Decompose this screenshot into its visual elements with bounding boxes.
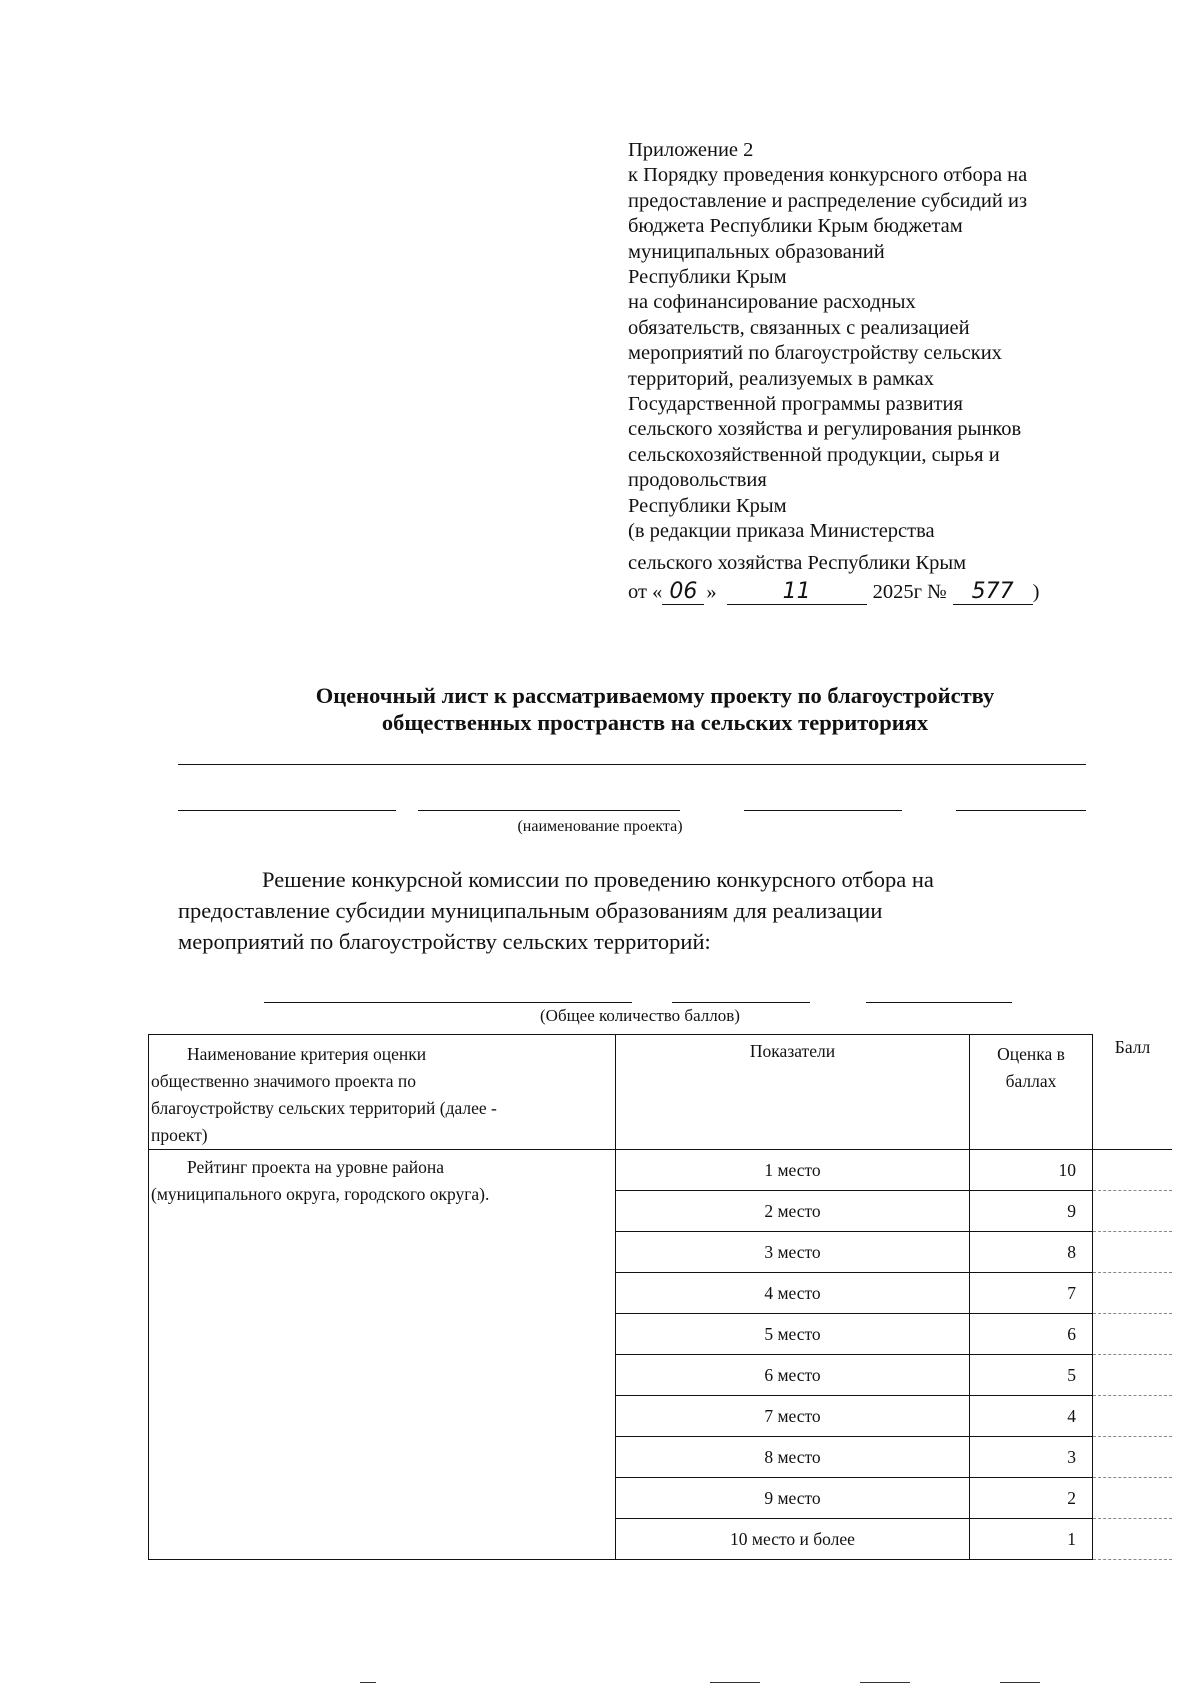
header-indicators: Показатели bbox=[616, 1035, 970, 1150]
annex-line: мероприятий по благоустройству сельских bbox=[628, 342, 1002, 365]
ball-cell bbox=[1093, 1314, 1173, 1355]
score-cell: 9 bbox=[970, 1191, 1093, 1232]
scan-artifact bbox=[360, 1682, 376, 1683]
decision-line-2: предоставление субсидии муниципальным образованиям для реализации bbox=[178, 898, 883, 923]
header-criterion-line: благоустройству сельских территорий (далее - bbox=[151, 1098, 497, 1118]
ball-cell bbox=[1093, 1519, 1173, 1560]
total-score-line bbox=[264, 1002, 632, 1003]
header-score bbox=[970, 1035, 1093, 1150]
criterion-line: Рейтинг проекта на уровне района bbox=[187, 1157, 444, 1177]
header-criterion-line: общественно значимого проекта по bbox=[151, 1071, 416, 1091]
criteria-table bbox=[148, 1034, 1172, 1560]
annex-line: продовольствия bbox=[628, 469, 767, 492]
score-cell: 2 bbox=[970, 1478, 1093, 1519]
ball-cell bbox=[1093, 1232, 1173, 1273]
criterion-name-cell bbox=[149, 1150, 616, 1560]
project-name-line bbox=[744, 810, 902, 811]
date-prefix: от « bbox=[628, 580, 663, 603]
ball-cell bbox=[1093, 1396, 1173, 1437]
score-cell: 1 bbox=[970, 1519, 1093, 1560]
annex-line: предоставление и распределение субсидий из bbox=[628, 189, 1028, 212]
header-criterion-line: Наименование критерия оценки bbox=[187, 1044, 427, 1064]
scan-artifact bbox=[1000, 1682, 1040, 1683]
project-name-line bbox=[178, 764, 1086, 765]
ball-cell bbox=[1093, 1150, 1173, 1191]
commission-decision bbox=[178, 864, 1078, 957]
total-score-line bbox=[866, 1002, 1012, 1003]
indicator-cell: 3 место bbox=[616, 1232, 970, 1273]
scan-artifact bbox=[710, 1682, 760, 1683]
order-date-line bbox=[628, 580, 1098, 605]
criterion-line: (муниципального округа, городского округа). bbox=[151, 1184, 490, 1204]
annex-line: Государственной программы развития bbox=[628, 393, 963, 416]
order-month: 11 bbox=[727, 580, 867, 605]
project-name-line bbox=[418, 810, 680, 811]
indicator-cell: 8 место bbox=[616, 1437, 970, 1478]
quote-close: » bbox=[706, 580, 717, 603]
ball-cell bbox=[1093, 1191, 1173, 1232]
score-cell: 7 bbox=[970, 1273, 1093, 1314]
decision-line-3: мероприятий по благоустройству сельских территорий: bbox=[178, 929, 711, 954]
indicator-cell: 5 место bbox=[616, 1314, 970, 1355]
indicator-cell: 7 место bbox=[616, 1396, 970, 1437]
ball-cell bbox=[1093, 1478, 1173, 1519]
total-score-line bbox=[672, 1002, 810, 1003]
header-criterion bbox=[149, 1035, 616, 1150]
table-header-row bbox=[149, 1035, 1173, 1150]
annex-line: к Порядку проведения конкурсного отбора на bbox=[628, 164, 1028, 187]
header-ball: Балл bbox=[1093, 1035, 1173, 1150]
order-year-number-label: 2025г № bbox=[872, 580, 947, 603]
title-line-1: Оценочный лист к рассматриваемому проекту по благоустройству bbox=[315, 683, 995, 708]
annex-line: бюджета Республики Крым бюджетам bbox=[628, 215, 963, 238]
project-name-caption: (наименование проекта) bbox=[517, 818, 683, 835]
annex-line: сельскохозяйственной продукции, сырья и bbox=[628, 443, 1000, 466]
total-score-caption: (Общее количество баллов) bbox=[540, 1006, 740, 1025]
score-cell: 5 bbox=[970, 1355, 1093, 1396]
header-criterion-line: проект) bbox=[151, 1125, 208, 1145]
annex-line: сельского хозяйства Республики Крым bbox=[628, 551, 967, 574]
indicator-cell: 9 место bbox=[616, 1478, 970, 1519]
indicator-cell: 4 место bbox=[616, 1273, 970, 1314]
annex-line: территорий, реализуемых в рамках bbox=[628, 367, 934, 390]
score-cell: 4 bbox=[970, 1396, 1093, 1437]
indicator-cell: 10 место и более bbox=[616, 1519, 970, 1560]
scan-artifact bbox=[860, 1682, 910, 1683]
score-cell: 6 bbox=[970, 1314, 1093, 1355]
annex-line: Республики Крым bbox=[628, 494, 787, 517]
annex-line: Приложение 2 bbox=[628, 139, 754, 161]
header-score-line: баллах bbox=[1005, 1071, 1057, 1091]
ball-cell bbox=[1093, 1355, 1173, 1396]
annex-line: (в редакции приказа Министерства bbox=[628, 520, 935, 543]
annex-line: Республики Крым bbox=[628, 266, 787, 289]
order-day: 06 bbox=[662, 580, 704, 605]
score-cell: 8 bbox=[970, 1232, 1093, 1273]
project-name-line bbox=[178, 810, 396, 811]
indicator-cell: 6 место bbox=[616, 1355, 970, 1396]
ball-cell bbox=[1093, 1437, 1173, 1478]
annex-line: сельского хозяйства и регулирования рынков bbox=[628, 418, 1022, 441]
order-number: 577 bbox=[953, 580, 1033, 605]
score-cell: 3 bbox=[970, 1437, 1093, 1478]
project-name-line bbox=[956, 810, 1086, 811]
ball-cell bbox=[1093, 1273, 1173, 1314]
indicator-cell: 2 место bbox=[616, 1191, 970, 1232]
page-title bbox=[230, 682, 1080, 736]
decision-line-1: Решение конкурсной комиссии по проведению конкурсного отбора на bbox=[262, 867, 934, 892]
annex-line: обязательств, связанных с реализацией bbox=[628, 316, 970, 339]
annex-line: муниципальных образований bbox=[628, 240, 885, 263]
annex-header bbox=[628, 138, 1098, 605]
annex-line: на софинансирование расходных bbox=[628, 291, 916, 314]
header-score-line: Оценка в bbox=[997, 1044, 1065, 1064]
paren-close: ) bbox=[1032, 580, 1040, 603]
score-cell: 10 bbox=[970, 1150, 1093, 1191]
table-row bbox=[149, 1150, 1173, 1191]
title-line-2: общественных пространств на сельских территориях bbox=[381, 710, 929, 735]
indicator-cell: 1 место bbox=[616, 1150, 970, 1191]
